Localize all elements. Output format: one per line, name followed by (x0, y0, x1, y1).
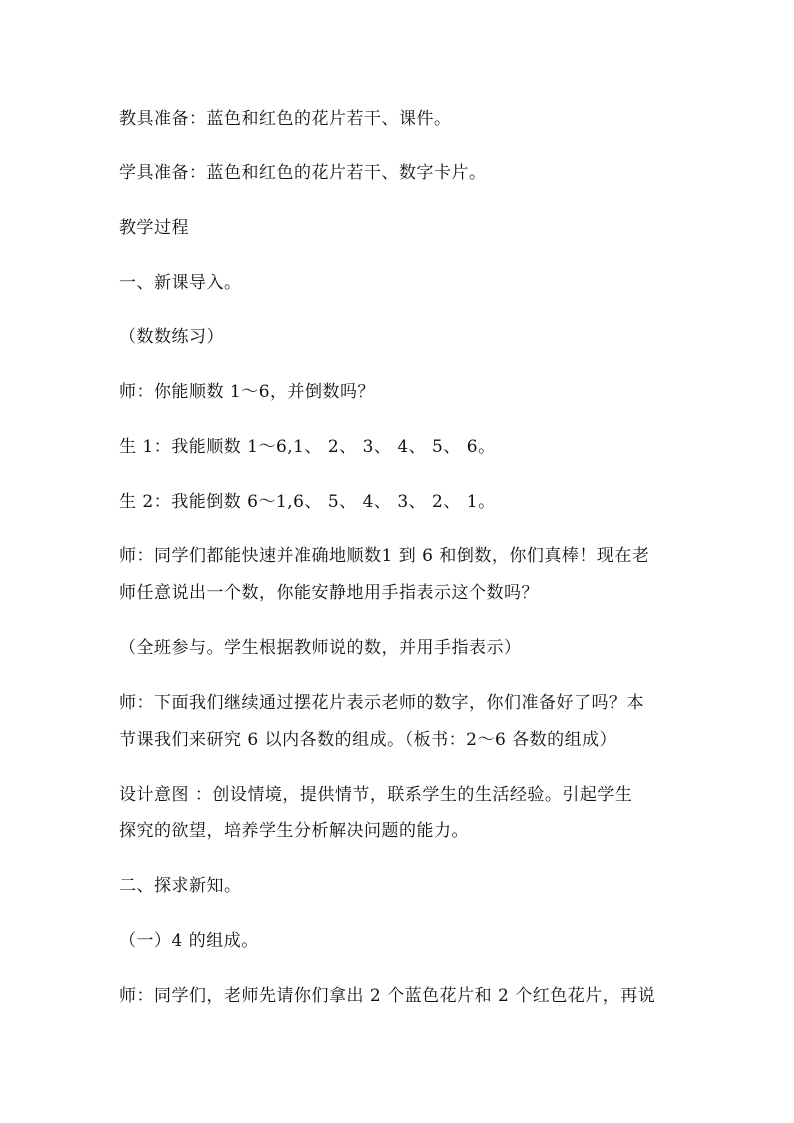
section-heading-explore: 二、探求新知。 (119, 876, 242, 896)
teacher-instruction-line: 师：同学们，老师先请你们拿出 2 个蓝色花片和 2 个红色花片，再说 (119, 986, 656, 1006)
student2-answer-line: 生 2：我能倒数 6～1,6、 5、 4、 3、 2、 1。 (119, 492, 496, 512)
learning-tools-line: 学具准备：蓝色和红色的花片若干、数字卡片。 (119, 163, 487, 183)
section-heading-intro: 一、新课导入。 (119, 273, 242, 293)
teacher-praise-line-2: 师任意说出一个数，你能安静地用手指表示这个数吗？ (119, 583, 539, 603)
teacher-praise-line-1: 师：同学们都能快速并准确地顺数1 到 6 和倒数，你们真棒！现在老 (119, 546, 650, 566)
counting-practice-line: （数数练习） (119, 327, 224, 347)
design-intent-line-1: 设计意图 ：创设情境，提供情节，联系学生的生活经验。引起学生 (119, 785, 633, 805)
teaching-tools-line: 教具准备：蓝色和红色的花片若干、课件。 (119, 109, 452, 129)
teacher-transition-line-2: 节课我们来研究 6 以内各数的组成。（板书：2～6 各数的组成） (119, 730, 618, 750)
design-intent-line-2: 探究的欲望，培养学生分析解决问题的能力。 (119, 821, 469, 841)
subsection-heading-four: （一）4 的组成。 (119, 931, 259, 951)
student1-answer-line: 生 1：我能顺数 1～6,1、 2、 3、 4、 5、 6。 (119, 437, 496, 457)
teacher-question-line: 师：你能顺数 1～6，并倒数吗？ (119, 382, 376, 402)
section-heading-teaching-process: 教学过程 (119, 218, 189, 238)
teacher-transition-line-1: 师：下面我们继续通过摆花片表示老师的数字，你们准备好了吗？本 (119, 693, 644, 713)
class-activity-line: （全班参与。学生根据教师说的数，并用手指表示） (119, 638, 522, 658)
